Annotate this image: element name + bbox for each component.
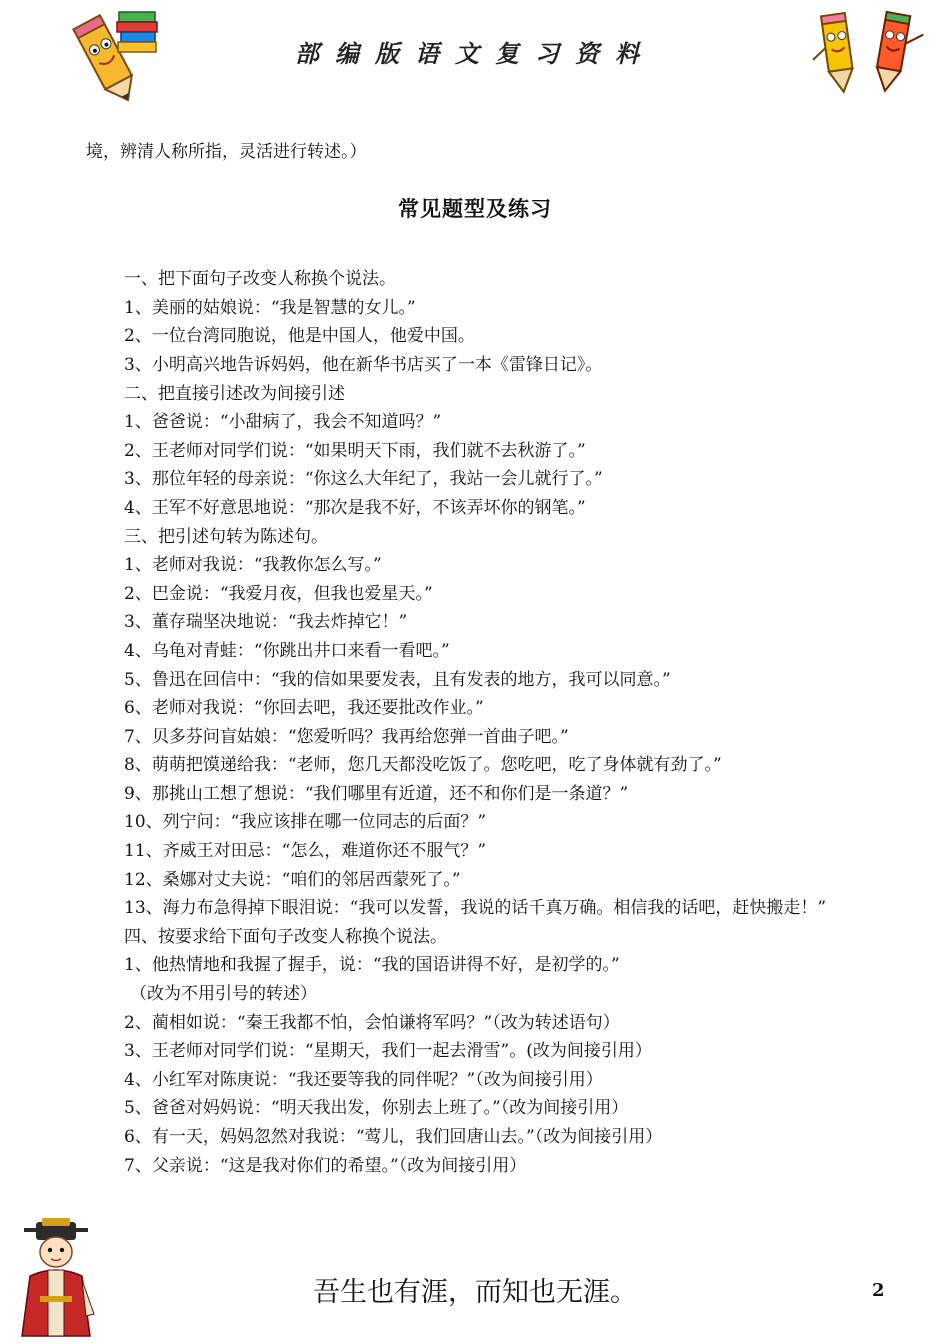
exercise-item: 2、王老师对同学们说：“如果明天下雨，我们就不去秋游了。” [124, 440, 586, 461]
document-body [86, 138, 864, 1180]
exercise-item: 13、海力布急得掉下眼泪说：“我可以发誓，我说的话千真万确。相信我的话吧，赶快搬走！” [124, 898, 827, 919]
footer-quote: 吾生也有涯，而知也无涯。 [313, 1277, 637, 1308]
exercise-item: 8、萌萌把馍递给我：“老师，您几天都没吃饭了。您吃吧，吃了身体就有劲了。” [124, 755, 722, 776]
exercise-note: （改为不用引号的转述） [130, 984, 317, 1005]
exercise-item: 3、董存瑞坚决地说：“我去炸掉它！” [124, 612, 408, 633]
exercise-item: 5、鲁迅在回信中：“我的信如果要发表，且有发表的地方，我可以同意。” [124, 669, 671, 690]
exercise-item: 11、齐威王对田忌：“怎么，难道你还不服气？” [124, 841, 487, 862]
exercise-item: 5、爸爸对妈妈说：“明天我出发，你别去上班了。”（改为间接引用） [124, 1098, 629, 1119]
intro-continuation: 境，辨清人称所指，灵活进行转述。） [86, 142, 367, 162]
exercise-item: 2、蔺相如说：“秦王我都不怕，会怕谦将军吗？”（改为转述语句） [124, 1012, 620, 1033]
exercise-item: 12、桑娜对丈夫说：“咱们的邻居西蒙死了。” [124, 869, 461, 890]
header-title: 部编版语文复习资料 [295, 39, 655, 68]
exercise-item: 3、王老师对同学们说：“星期天，我们一起去滑雪”。(改为间接引用） [124, 1041, 652, 1062]
two-pencils-icon [800, 6, 935, 98]
exercise-item: 4、乌龟对青蛙：“你跳出井口来看一看吧。” [124, 640, 450, 661]
exercise-item: 6、老师对我说：“你回去吧，我还要批改作业。” [124, 698, 484, 719]
heading-part-1: 一、把下面句子改变人称换个说法。 [124, 269, 396, 290]
heading-part-3: 三、把引述句转为陈述句。 [124, 526, 328, 547]
exercise-item: 1、美丽的姑娘说：“我是智慧的女儿。” [124, 297, 416, 318]
exercise-item: 1、爸爸说：“小甜病了，我会不知道吗？” [124, 412, 442, 433]
exercise-item: 7、贝多芬问盲姑娘：“您爱听吗？我再给您弹一首曲子吧。” [124, 726, 569, 747]
exercise-item: 2、一位台湾同胞说，他是中国人，他爱中国。 [124, 326, 475, 347]
page-number: 2 [872, 1280, 885, 1301]
exercise-item: 2、巴金说：“我爱月夜，但我也爱星天。” [124, 583, 433, 604]
exercise-item: 9、那挑山工想了想说：“我们哪里有近道，还不和你们是一条道？” [124, 783, 629, 804]
exercise-item: 6、有一天，妈妈忽然对我说：“莺儿，我们回唐山去。”（改为间接引用） [124, 1127, 663, 1147]
heading-part-4: 四、按要求给下面句子改变人称换个说法。 [124, 926, 447, 947]
heading-part-2: 二、把直接引述改为间接引述 [124, 383, 345, 404]
exercise-item: 7、父亲说：“这是我对你们的希望。”（改为间接引用） [124, 1155, 527, 1176]
exercise-item: 4、小红军对陈庚说：“我还要等我的同伴呢？”（改为间接引用） [124, 1069, 603, 1090]
exercise-item: 10、列宁问：“我应该排在哪一位同志的后面？” [124, 812, 487, 833]
exercise-item: 1、老师对我说：“我教你怎么写。” [124, 555, 382, 576]
section-title: 常见题型及练习 [398, 196, 552, 221]
exercise-item: 3、那位年轻的母亲说：“你这么大年纪了，我站一会儿就行了。” [124, 469, 603, 490]
exercise-item: 4、王军不好意思地说：“那次是我不好，不该弄坏你的钢笔。” [124, 497, 586, 518]
exercise-item: 3、小明高兴地告诉妈妈，他在新华书店买了一本《雷锋日记》。 [124, 354, 603, 375]
exercise-item: 1、他热情地和我握了握手，说：“我的国语讲得不好，是初学的。” [124, 955, 620, 976]
